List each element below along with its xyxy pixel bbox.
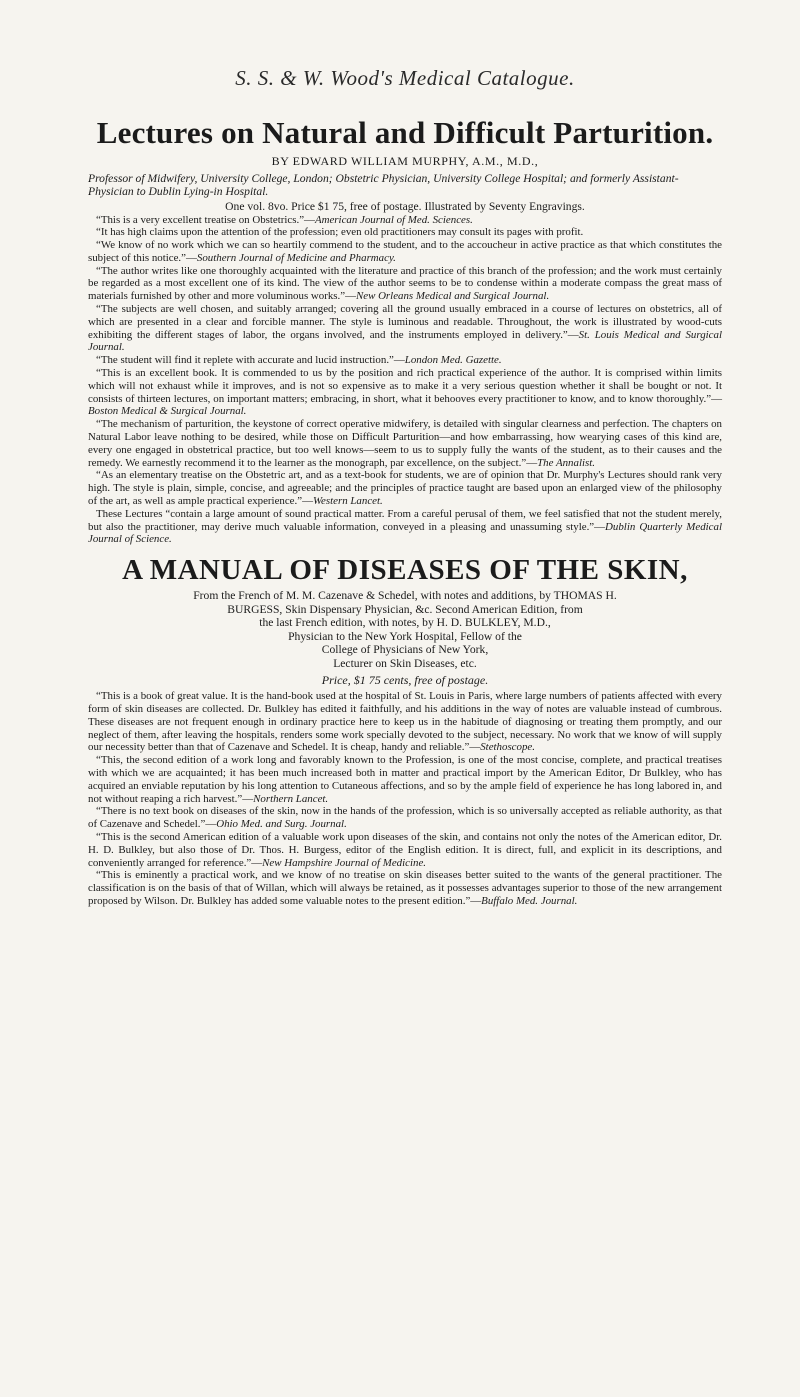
review: “This is eminently a practical work, and we know of no treatise on skin diseases better suited to the wants of the general practitioner. The classification is on the basis of that of Willan, which will always be retained, as it possesses advantages superior to those of the new arrangement proposed by Wilson. Dr. Bulkley has added some valuable notes to the present edition.”—Buffalo Med. Journal. — [88, 869, 722, 907]
review-list — [88, 214, 722, 547]
review: “It has high claims upon the attention of the profession; even old practitioners may consult its pages with profit. — [96, 226, 584, 239]
edition-line: One vol. 8vo. Price $1 75, free of postage. Illustrated by Seventy Engravings. — [225, 200, 585, 213]
edition-details — [88, 589, 722, 670]
edition-line: From the French of M. M. Cazenave & Schedel, with notes and additions, by THOMAS H. — [193, 589, 617, 603]
review: “This is the second American edition of a valuable work upon diseases of the skin, and contains not only the notes of the American editor, Dr. H. D. Bulkley, but also those of Dr. Thos. H. Burgess, editor of the English edition. It is direct, full, and explicit in its descriptions, and conveniently arranged for reference.”—New Hampshire Journal of Medicine. — [88, 830, 722, 869]
review: “The author writes like one thoroughly acquainted with the literature and practice of this branch of the profession; and the work must certainly be regarded as a most excellent one of its kind. The view of the author seems to be to condense within a moderate compass the great mass of materials furnished by other and more voluminous works.”—New Orleans Medical and Surgical Journal. — [88, 264, 722, 303]
book-title: A MANUAL OF DISEASES OF THE SKIN, — [122, 554, 688, 587]
review: “This is a very excellent treatise on Obstetrics.”—American Journal of Med. Sciences. — [96, 213, 473, 226]
review: “The student will find it replete with accurate and lucid instruction.”—London Med. Gazette. — [96, 354, 502, 367]
review: “We know of no work which we can so heartily commend to the student, and to the accoucheur in active practice as that which constitutes the subject of this notice.”—Southern Journal of Medicine and Pharmacy. — [88, 239, 722, 264]
author-titles: Professor of Midwifery, University College, London; Obstetric Physician, University College Hospital; and formerly Assistant-Physician to Dublin Lying-in Hospital. — [88, 172, 679, 198]
byline: BY EDWARD WILLIAM MURPHY, A.M., M.D., — [271, 154, 539, 168]
running-head: S. S. & W. Wood's Medical Catalogue. — [235, 66, 575, 90]
review: “This is an excellent book. It is commended to us by the position and rich practical experience of the author. It is comprised within limits which will not exhaust while it improves, and is not so expensive as to make it a very serious question whether it shall be bought or not. It consists of thirteen lectures, on important matters; embracing, in short, what it behooves every practitioner to know, and to know thoroughly.”—Boston Medical & Surgical Journal. — [88, 367, 722, 418]
price-line: Price, $1 75 cents, free of postage. — [321, 673, 489, 688]
edition-line: BURGESS, Skin Dispensary Physician, &c. Second American Edition, from — [227, 602, 583, 616]
review: “This is a book of great value. It is the hand-book used at the hospital of St. Louis in Paris, where large numbers of patients affected with every form of skin diseases are collected. Dr. Bulkley has edited it faithfully, and his additions in the way of notes are valuable instead of cumbrous. These diseases are not frequent enough in ordinary practice here to keep us in the habitude of diagnosing or treating them promptly, and our neglect of them, after leaving the hospitals, renders some work specially devoted to the subject, necessary. No work that we know of will supply our necessity better than that of Cazenave and Schedel. It is cheap, handy and reliable.”—Stethoscope. — [88, 690, 722, 754]
book-murphy — [88, 115, 722, 546]
review: “There is no text book on diseases of the skin, now in the hands of the profession, which is so universally accepted as reliable authority, as that of Cazenave and Schedel.”—Ohio Med. and Surg. Journal. — [88, 805, 722, 831]
review: “As an elementary treatise on the Obstetric art, and as a text-book for students, we are of opinion that Dr. Murphy's Lectures should rank very high. The style is plain, simple, concise, and agreeable; and the principles of practice taught are based upon an enlarged view of the philosophy of the art, as well as ample practical experience.”—Western Lancet. — [88, 469, 722, 508]
book-title: Lectures on Natural and Difficult Parturition. — [96, 115, 714, 150]
book-cazenave — [88, 554, 722, 908]
review: “The subjects are well chosen, and suitably arranged; covering all the ground usually embraced in a course of lectures on obstetrics, all of which are presented in a clear and forcible manner. The style is luminous and readable. Throughout, the work is illustrated by wood-cuts exhibiting the different stages of labor, the organs involved, and the instruments employed in delivery.”—St. Louis Medical and Surgical Journal. — [88, 303, 722, 354]
edition-line: College of Physicians of New York, — [321, 643, 489, 657]
edition-line: Physician to the New York Hospital, Fellow of the — [288, 629, 522, 643]
edition-line: the last French edition, with notes, by H. D. BULKLEY, M.D., — [259, 616, 551, 630]
review-list — [88, 690, 722, 908]
edition-line: Lecturer on Skin Diseases, etc. — [333, 656, 477, 670]
review: “The mechanism of parturition, the keystone of correct operative midwifery, is detailed with singular clearness and perfection. The chapters on Natural Labor leave nothing to be desired, while those on Difficult Parturition—and how embarrassing, how wearying cases of this kind are, every one engaged in obstetrical practice, but too well knows—seem to us to supply fully the wants of the student, as to their causes and the remedy. We earnestly recommend it to the learner as the monograph, par excellence, on the subject.”—The Annalist. — [88, 418, 722, 469]
review: These Lectures “contain a large amount of sound practical matter. From a careful perusal of them, we feel satisfied that not the student merely, but also the practitioner, may derive much valuable information, conveyed in a pleasing and unassuming style.”—Dublin Quarterly Medical Journal of Science. — [88, 507, 722, 546]
review: “This, the second edition of a work long and favorably known to the Profession, is one of the most concise, complete, and practical treatises with which we are acquainted; it has been much increased both in matter and practical import by the American Editor, Dr Bulkley, who has acquired an enviable reputation by his long attention to Cutaneous affections, and so by the ample field of experience he has long labored in, and not without reaping a rich harvest.”—Northern Lancet. — [88, 754, 722, 805]
